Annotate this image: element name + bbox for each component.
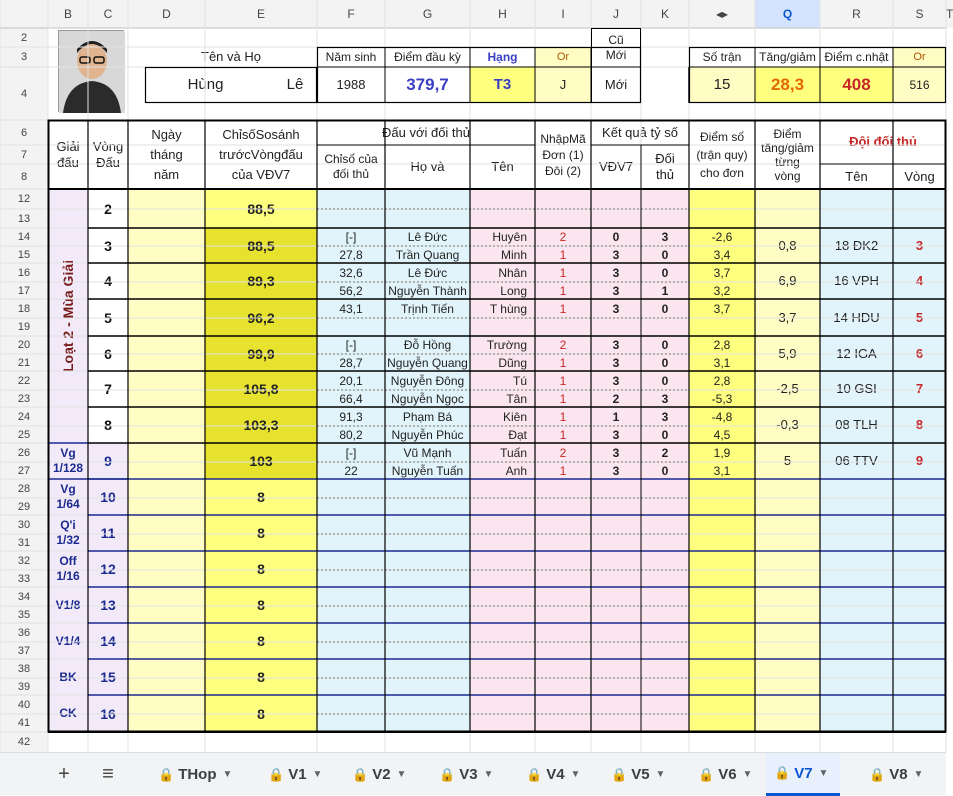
column-header-I[interactable]: I — [535, 0, 591, 28]
score-before-2[interactable]: 88,5 — [205, 189, 317, 228]
header-nhap-ma: NhậpMã Đơn (1) Đôi (2) — [540, 131, 586, 178]
score-vdv7[interactable]: 2 — [612, 391, 620, 406]
sheet-tab-v6[interactable] — [690, 753, 764, 796]
sheet-tab-label: THop — [178, 766, 217, 783]
lock-icon: 🔒 — [869, 766, 886, 782]
score-vdv7[interactable]: 3 — [612, 445, 620, 460]
score-opponent[interactable]: 0 — [661, 427, 669, 442]
sheet-tab-label: V5 — [631, 766, 650, 783]
round-15[interactable]: 15 — [88, 659, 128, 695]
row-number-19[interactable]: 19 — [0, 318, 48, 336]
match-points[interactable]: -5,3 — [711, 391, 733, 406]
opponent-ten[interactable]: Huyên — [492, 230, 527, 244]
score-opponent[interactable]: 0 — [661, 463, 669, 478]
score-before-13[interactable]: 8 — [205, 587, 317, 623]
opponent-ho[interactable]: Lê Đức — [407, 265, 448, 280]
score-opponent[interactable]: 0 — [661, 355, 669, 370]
row-number-37[interactable]: 37 — [0, 642, 48, 659]
score-opponent[interactable]: 3 — [661, 230, 669, 244]
sheet-tab-v5[interactable] — [603, 753, 677, 796]
opponent-index[interactable]: [-] — [345, 445, 357, 460]
score-opponent[interactable]: 3 — [661, 409, 669, 424]
column-header-T[interactable]: T — [946, 0, 953, 28]
match-points[interactable]: 3,1 — [713, 355, 731, 370]
sheet-tab-label: V7 — [794, 764, 813, 782]
row-number-25[interactable]: 25 — [0, 426, 48, 443]
match-points[interactable]: 3,7 — [713, 301, 731, 316]
match-code[interactable]: 2 — [559, 230, 567, 244]
header-ket-qua: Kết quả tỷ số — [602, 124, 678, 140]
row-number-33[interactable]: 33 — [0, 570, 48, 587]
sheet-tab-thop[interactable] — [150, 753, 244, 796]
round-4[interactable]: 4 — [88, 263, 128, 299]
team-round[interactable]: 4 — [915, 273, 924, 288]
match-code[interactable]: 1 — [559, 373, 567, 388]
match-points[interactable]: 2,8 — [713, 338, 731, 352]
round-delta[interactable]: 0,8 — [778, 237, 797, 253]
column-header-R[interactable]: R — [820, 0, 893, 28]
row-number-30[interactable]: 30 — [0, 515, 48, 534]
row-number-2[interactable]: 2 — [0, 28, 48, 47]
column-header-H[interactable]: H — [470, 0, 535, 28]
sheet-tab-v1[interactable] — [260, 753, 334, 796]
opponent-index[interactable]: [-] — [345, 338, 357, 352]
row-number-27[interactable]: 27 — [0, 462, 48, 479]
opponent-ho[interactable]: Nguyễn Phúc — [391, 427, 464, 442]
score-opponent[interactable]: 2 — [661, 445, 669, 460]
opponent-index[interactable]: 43,1 — [339, 301, 363, 316]
score-opponent[interactable]: 0 — [661, 265, 669, 280]
header-doi-ten: Tên — [845, 168, 868, 184]
rank[interactable]: T3 — [470, 67, 535, 103]
round-delta[interactable]: -2,5 — [776, 381, 799, 396]
score-before-9[interactable]: 103 — [205, 443, 317, 479]
row-number-35[interactable]: 35 — [0, 606, 48, 623]
opponent-ho[interactable]: Nguyễn Ngọc — [391, 391, 464, 406]
header-ngay: Ngày tháng năm — [150, 126, 183, 182]
row-number-24[interactable]: 24 — [0, 407, 48, 426]
score-vdv7[interactable]: 3 — [612, 338, 620, 352]
score-vdv7[interactable]: 3 — [612, 283, 620, 298]
lock-icon: 🔒 — [439, 766, 456, 782]
score-before-8[interactable]: 103,3 — [205, 407, 317, 443]
row-number-22[interactable]: 22 — [0, 371, 48, 390]
label-cu-moi: Cũ Mới — [605, 32, 627, 62]
match-code[interactable]: 2 — [559, 338, 567, 352]
sheet-tab-label: V3 — [459, 766, 478, 783]
match-code[interactable]: 1 — [559, 301, 567, 316]
chevron-down-icon[interactable]: ▼ — [913, 769, 924, 780]
sheet-tab-v4[interactable] — [518, 753, 592, 796]
opponent-ho[interactable]: Lê Đức — [407, 230, 448, 244]
score-vdv7[interactable]: 3 — [612, 355, 620, 370]
row-number-3[interactable]: 3 — [0, 47, 48, 67]
opponent-index[interactable]: 20,1 — [339, 373, 363, 388]
row-number-29[interactable]: 29 — [0, 498, 48, 515]
round-delta[interactable]: 5,9 — [778, 345, 797, 361]
score-before-5[interactable]: 96,2 — [205, 299, 317, 336]
chevron-down-icon[interactable]: ▼ — [312, 769, 323, 780]
match-points[interactable]: 3,4 — [713, 247, 731, 262]
score-before-14[interactable]: 8 — [205, 623, 317, 659]
row-number-21[interactable]: 21 — [0, 354, 48, 371]
round-11[interactable]: 11 — [88, 515, 128, 551]
chevron-down-icon[interactable]: ▼ — [483, 769, 494, 780]
match-code[interactable]: 1 — [559, 427, 567, 442]
opponent-ten[interactable]: Đạt — [508, 427, 527, 442]
column-header-K[interactable]: K — [641, 0, 689, 28]
opponent-index[interactable]: 28,7 — [339, 355, 363, 370]
opponent-ho[interactable]: Trần Quang — [395, 247, 460, 262]
row-number-4[interactable]: 4 — [0, 67, 48, 120]
column-header-D[interactable]: D — [128, 0, 205, 28]
stage-12[interactable]: Off 1/16 — [48, 551, 88, 587]
lock-icon: 🔒 — [611, 766, 628, 782]
row-number-40[interactable]: 40 — [0, 695, 48, 714]
label-hang: Hạng — [487, 50, 518, 64]
row-number-6[interactable]: 6 — [0, 120, 48, 145]
column-header-F[interactable]: F — [317, 0, 385, 28]
column-header-J[interactable]: J — [591, 0, 641, 28]
header-chiso-doi-thu: Chỉsố của đối thủ — [324, 152, 378, 181]
round-9[interactable]: 9 — [88, 443, 128, 479]
column-header-◂▸[interactable]: ◂▸ — [689, 0, 755, 28]
column-header-Q[interactable]: Q — [755, 0, 820, 28]
round-3[interactable]: 3 — [88, 228, 128, 263]
score-vdv7[interactable]: 3 — [612, 301, 620, 316]
stage-11[interactable]: Q'i 1/32 — [48, 515, 88, 551]
opponent-ho[interactable]: Nguyễn Tuấn — [391, 463, 464, 478]
column-header-S[interactable]: S — [893, 0, 946, 28]
chevron-down-icon[interactable]: ▼ — [818, 767, 829, 779]
label-so-tran: Số trận — [702, 50, 742, 64]
add-sheet-button[interactable] — [46, 753, 82, 796]
opponent-ten[interactable]: Tuấn — [500, 445, 527, 460]
last-name[interactable]: Lê — [286, 76, 304, 93]
header-vong-dau: Vòng Đấu — [92, 138, 124, 170]
team-name[interactable]: 10 GSI — [836, 381, 877, 396]
chevron-down-icon[interactable]: ▼ — [742, 769, 753, 780]
row-number-17[interactable]: 17 — [0, 282, 48, 299]
match-code[interactable]: 1 — [559, 283, 567, 298]
stage-14[interactable]: V1/4 — [48, 623, 88, 659]
row-number-18[interactable]: 18 — [0, 299, 48, 318]
updated-score[interactable]: 408 — [820, 67, 893, 103]
sheet-tabs-bar — [0, 752, 946, 795]
column-header-G[interactable]: G — [385, 0, 470, 28]
score-before-10[interactable]: 8 — [205, 479, 317, 515]
score-vdv7[interactable]: 3 — [612, 247, 620, 262]
header-diem-so: Điểm số (trận quy) cho đơn — [696, 129, 748, 180]
avatar — [58, 30, 124, 112]
label-nam-sinh: Năm sinh — [325, 50, 377, 64]
score-opponent[interactable]: 0 — [661, 338, 669, 352]
team-name[interactable]: 08 TLH — [835, 417, 878, 432]
score-before-12[interactable]: 8 — [205, 551, 317, 587]
score-vdv7[interactable]: 3 — [612, 373, 620, 388]
menu-icon: ≡ — [102, 763, 114, 785]
row-number-31[interactable]: 31 — [0, 534, 48, 551]
row-number-28[interactable]: 28 — [0, 479, 48, 498]
round-7[interactable]: 7 — [88, 371, 128, 407]
chevron-down-icon[interactable]: ▼ — [655, 769, 666, 780]
opponent-ten[interactable]: Dũng — [498, 355, 527, 370]
plus-icon: + — [58, 763, 70, 785]
stage-15[interactable]: BK — [48, 659, 88, 695]
chevron-down-icon[interactable]: ▼ — [222, 769, 233, 780]
column-header-E[interactable]: E — [205, 0, 317, 28]
row-number-38[interactable]: 38 — [0, 659, 48, 678]
label-diem-cnhat: Điểm c.nhật — [824, 50, 889, 64]
match-code[interactable]: 1 — [559, 409, 567, 424]
team-round[interactable]: 9 — [915, 453, 924, 468]
score-opponent[interactable]: 0 — [661, 247, 669, 262]
opponent-ten[interactable]: Nhân — [498, 265, 527, 280]
header-dau-voi: Đấu với đối thủ — [381, 124, 471, 140]
score-opponent[interactable]: 3 — [661, 391, 669, 406]
round-delta[interactable]: 6,9 — [778, 273, 797, 288]
score-vdv7[interactable]: 3 — [612, 427, 620, 442]
score-vdv7[interactable]: 3 — [612, 463, 620, 478]
row-number-12[interactable]: 12 — [0, 189, 48, 209]
score-opponent[interactable]: 1 — [661, 283, 669, 298]
opponent-ho[interactable]: Nguyễn Thành — [388, 283, 467, 298]
sheet-tab-label: V4 — [546, 766, 565, 783]
round-delta[interactable]: 3,7 — [778, 309, 797, 325]
header-ten: Tên — [491, 159, 514, 174]
opponent-index[interactable]: 32,6 — [339, 265, 363, 280]
cu-moi-value[interactable]: Mới — [604, 77, 628, 92]
team-name[interactable]: 12 IGA — [836, 345, 877, 361]
score-vdv7[interactable]: 3 — [612, 265, 620, 280]
score-opponent[interactable]: 0 — [661, 373, 669, 388]
opponent-ten[interactable]: Trường — [486, 338, 527, 352]
stage-9[interactable]: Vg 1/128 — [48, 443, 88, 479]
team-round[interactable]: 3 — [915, 237, 924, 253]
lock-icon: 🔒 — [158, 766, 175, 782]
match-points[interactable]: 3,2 — [713, 283, 731, 298]
match-points[interactable]: 4,5 — [713, 427, 731, 442]
delta-total[interactable]: 28,3 — [755, 67, 820, 103]
row-number-8[interactable]: 8 — [0, 164, 48, 189]
opponent-index[interactable]: 91,3 — [339, 409, 363, 424]
header-doi-doi-thu: Đội đối thủ — [849, 134, 917, 149]
label-diem-dau-ky: Điểm đầu kỳ — [394, 50, 461, 64]
round-2[interactable]: 2 — [88, 189, 128, 228]
label-or2: Or — [893, 47, 946, 67]
row-number-20[interactable]: 20 — [0, 336, 48, 354]
header-doi-thu: Đối thủ — [655, 151, 675, 182]
header-chiso: ChỉsốSosánh trướcVòngđấu của VĐV7 — [219, 126, 303, 182]
label-ten-va-ho: Tên và Họ — [201, 49, 261, 64]
opponent-ho[interactable]: Phạm Bá — [402, 409, 453, 424]
match-points[interactable]: -2,6 — [711, 230, 733, 244]
stage-10[interactable]: Vg 1/64 — [48, 479, 88, 515]
team-name[interactable]: 14 HDU — [833, 309, 880, 325]
header-doi-vong: Vòng — [904, 168, 935, 184]
chevron-down-icon[interactable]: ▼ — [570, 769, 581, 780]
opponent-ten[interactable]: Tân — [506, 391, 527, 406]
row-number-39[interactable]: 39 — [0, 678, 48, 695]
team-round[interactable]: 6 — [915, 345, 924, 361]
match-code[interactable]: 1 — [559, 463, 567, 478]
opponent-index[interactable]: [-] — [345, 230, 357, 244]
score-before-11[interactable]: 8 — [205, 515, 317, 551]
opponent-index[interactable]: 80,2 — [339, 427, 363, 442]
sheet-tab-label: V8 — [889, 766, 908, 783]
opponent-ten[interactable]: Minh — [500, 247, 527, 262]
sheet-tab-v2[interactable] — [344, 753, 418, 796]
lock-icon: 🔒 — [268, 766, 285, 782]
sheet-tab-label: V6 — [718, 766, 737, 783]
round-5[interactable]: 5 — [88, 299, 128, 336]
team-round[interactable]: 8 — [915, 417, 924, 432]
match-code[interactable]: 2 — [559, 445, 567, 460]
team-name[interactable]: 16 VPH — [834, 273, 879, 288]
column-header-B[interactable]: B — [48, 0, 88, 28]
row-number-32[interactable]: 32 — [0, 551, 48, 570]
team-round[interactable]: 5 — [915, 309, 924, 325]
round-12[interactable]: 12 — [88, 551, 128, 587]
score-before-6[interactable]: 99,9 — [205, 336, 317, 371]
matches-count[interactable]: 15 — [689, 67, 755, 103]
opponent-index[interactable]: 66,4 — [339, 391, 363, 406]
match-points[interactable]: 3,7 — [713, 265, 731, 280]
team-round[interactable]: 7 — [915, 381, 924, 396]
opponent-ten[interactable]: Long — [500, 283, 527, 298]
corner-cell[interactable] — [0, 0, 48, 28]
all-sheets-button[interactable] — [90, 753, 126, 796]
row-number-36[interactable]: 36 — [0, 623, 48, 642]
score-before-7[interactable]: 105,8 — [205, 371, 317, 407]
row-number-7[interactable]: 7 — [0, 145, 48, 164]
opponent-ho[interactable]: Đỗ Hồng — [403, 338, 452, 352]
date-column[interactable] — [128, 189, 205, 732]
match-code[interactable]: 1 — [559, 355, 567, 370]
score-before-16[interactable]: 8 — [205, 695, 317, 732]
row-number-41[interactable]: 41 — [0, 714, 48, 732]
sheet-tab-v7[interactable] — [766, 753, 840, 796]
start-score[interactable]: 379,7 — [406, 75, 449, 94]
column-header-C[interactable]: C — [88, 0, 128, 28]
opponent-ten[interactable]: Kiên — [502, 409, 527, 424]
opponent-ten[interactable]: T hùng — [489, 301, 527, 316]
score-before-3[interactable]: 88,5 — [205, 228, 317, 263]
match-points[interactable]: 1,9 — [713, 445, 731, 460]
match-points[interactable]: 2,8 — [713, 373, 731, 388]
sheet-tab-label: V2 — [372, 766, 391, 783]
opponent-ho[interactable]: Nguyễn Quang — [387, 355, 468, 370]
round-delta[interactable]: 5 — [783, 453, 792, 468]
round-13[interactable]: 13 — [88, 587, 128, 623]
row-number-34[interactable]: 34 — [0, 587, 48, 606]
round-6[interactable]: 6 — [88, 336, 128, 371]
opponent-ho[interactable]: Trịnh Tiến — [401, 301, 454, 316]
sheet-tab-v3[interactable] — [431, 753, 505, 796]
row-number-14[interactable]: 14 — [0, 228, 48, 246]
score-vdv7[interactable]: 0 — [612, 230, 620, 244]
team-name[interactable]: 18 ĐK2 — [834, 237, 879, 253]
header-giai-dau: Giải đấu — [56, 138, 80, 170]
opponent-ho[interactable]: Vũ Mạnh — [403, 445, 452, 460]
score-opponent[interactable]: 0 — [661, 301, 669, 316]
team-name[interactable]: 06 TTV — [835, 453, 878, 468]
score-vdv7[interactable]: 1 — [612, 409, 620, 424]
row-number-23[interactable]: 23 — [0, 390, 48, 407]
loat-label-cell[interactable] — [48, 189, 88, 443]
header-vdv7: VĐV7 — [599, 159, 633, 174]
or-value[interactable]: J — [535, 67, 591, 103]
opponent-index[interactable]: 56,2 — [339, 283, 363, 298]
first-name[interactable]: Hùng — [187, 76, 224, 93]
lock-icon: 🔒 — [774, 765, 791, 780]
or2-value[interactable]: 516 — [893, 67, 946, 103]
match-code[interactable]: 1 — [559, 265, 567, 280]
sheet-tab-label: V1 — [288, 766, 307, 783]
row-number-16[interactable]: 16 — [0, 263, 48, 282]
header-diem-tang-giam: Điểm tăng/giảm từng vòng — [761, 126, 814, 183]
round-16[interactable]: 16 — [88, 695, 128, 732]
birth-year[interactable]: 1988 — [336, 77, 366, 92]
row-number-13[interactable]: 13 — [0, 209, 48, 228]
round-delta[interactable]: -0,3 — [776, 417, 799, 432]
opponent-ho[interactable]: Nguyễn Đông — [390, 373, 465, 388]
row-number-26[interactable]: 26 — [0, 443, 48, 462]
match-points[interactable]: 3,1 — [713, 463, 731, 478]
score-before-15[interactable]: 8 — [205, 659, 317, 695]
opponent-index[interactable]: 27,8 — [339, 247, 363, 262]
loat-label: Loạt 2 - Mùa Giải — [60, 259, 77, 373]
sheet-tab-v8[interactable] — [861, 753, 935, 796]
round-14[interactable]: 14 — [88, 623, 128, 659]
stage-13[interactable]: V1/8 — [48, 587, 88, 623]
match-code[interactable]: 1 — [559, 391, 567, 406]
match-points[interactable]: -4,8 — [711, 409, 733, 424]
label-or: Or — [535, 47, 591, 67]
lock-icon: 🔒 — [352, 766, 369, 782]
stage-16[interactable]: CK — [48, 695, 88, 732]
header-ho-va: Họ và — [410, 159, 445, 174]
round-8[interactable]: 8 — [88, 407, 128, 443]
opponent-ten[interactable]: Anh — [505, 463, 527, 478]
match-code[interactable]: 1 — [559, 247, 567, 262]
row-number-15[interactable]: 15 — [0, 246, 48, 263]
row-number-42[interactable]: 42 — [0, 732, 48, 752]
chevron-down-icon[interactable]: ▼ — [396, 769, 407, 780]
score-before-4[interactable]: 89,3 — [205, 263, 317, 299]
label-tang-giam: Tăng/giảm — [759, 50, 816, 64]
opponent-index[interactable]: 22 — [344, 463, 358, 478]
lock-icon: 🔒 — [526, 766, 543, 782]
lock-icon: 🔒 — [698, 766, 715, 782]
round-10[interactable]: 10 — [88, 479, 128, 515]
opponent-ten[interactable]: Tú — [512, 373, 527, 388]
